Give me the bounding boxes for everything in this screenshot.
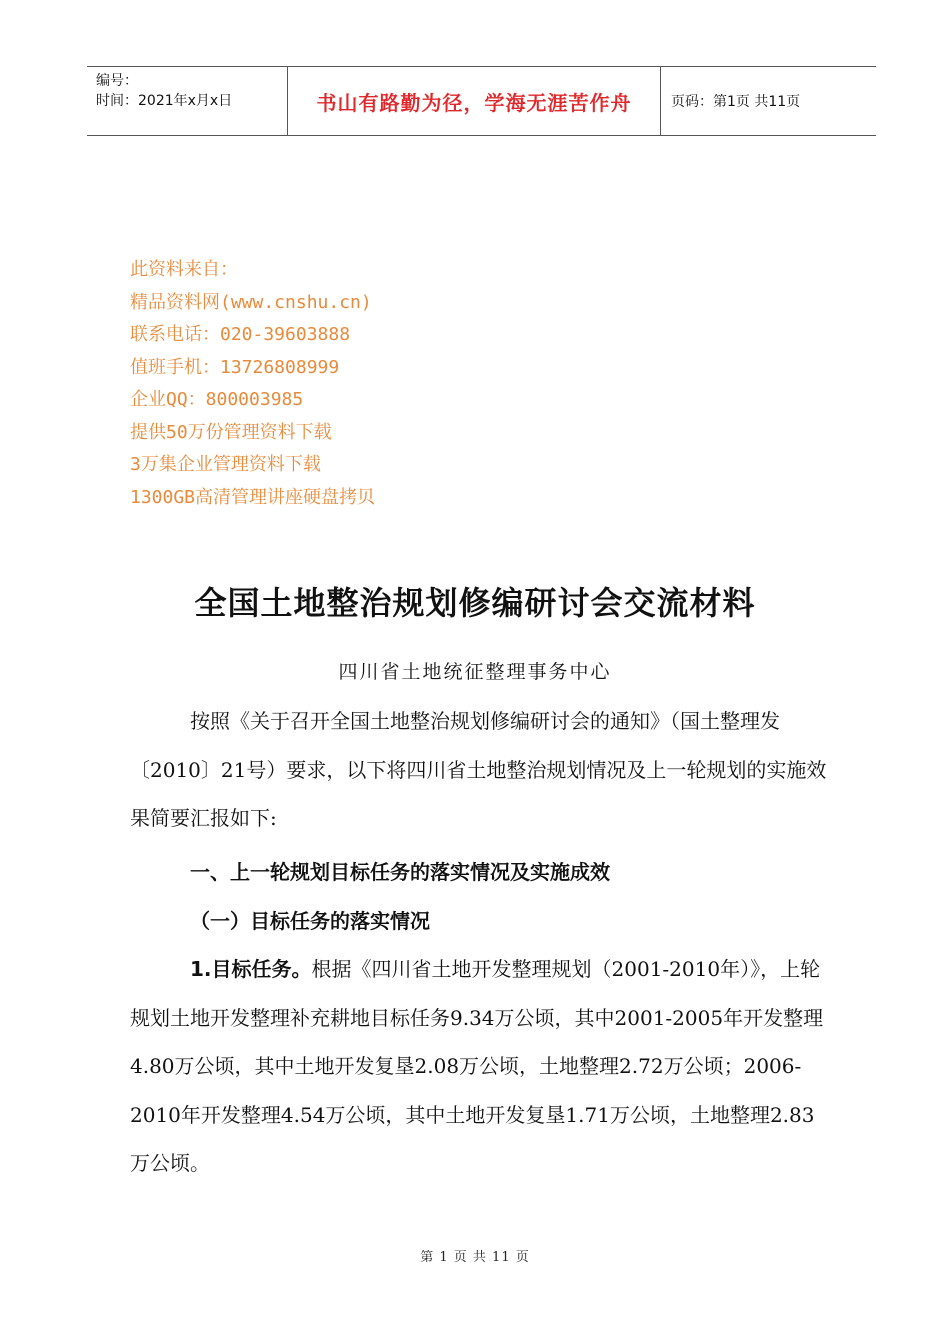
page-header: [87, 66, 876, 136]
item-text: 根据《四川省土地开发整理规划（2001-2010年）》，上轮规划土地开发整理补充耕地目标任务9.34万公顷，其中2001-2005年开发整理4.80万公顷，其中土地开发复垦2.08万公顷，土地整理2.72万公顷；2006-2010年开发整理4.54万公顷，其中土地开发复垦1.71万公顷，土地整理2.83万公顷。: [130, 957, 824, 1175]
source-line: 联系电话：020-39603888: [130, 324, 351, 345]
source-info-block: [130, 254, 375, 514]
section-heading: 一、上一轮规划目标任务的落实情况及实施成效: [190, 860, 610, 884]
subsection-heading: （一）目标任务的落实情况: [190, 909, 430, 933]
source-line: 1300GB高清管理讲座硬盘拷贝: [130, 486, 376, 508]
intro-paragraph: 按照《关于召开全国土地整治规划修编研讨会的通知》（国土整理发〔2010〕21号）要求，以下将四川省土地整治规划情况及上一轮规划的实施效果简要汇报如下:: [130, 709, 827, 830]
page-footer: 第 1 页 共 11 页: [420, 1250, 530, 1265]
document-title: 全国土地整治规划修编研讨会交流材料: [194, 584, 756, 622]
item-lead: 1.目标任务。: [190, 957, 312, 981]
time-label: 时间：2021年x月x日: [96, 93, 233, 109]
document-organization: 四川省土地统征整理事务中心: [338, 661, 612, 683]
source-line: 精品资料网(www.cnshu.cn): [130, 291, 372, 313]
header-motto: 书山有路勤为径，学海无涯苦作舟: [287, 67, 661, 135]
source-line: 此资料来自：: [130, 259, 238, 280]
source-line: 3万集企业管理资料下载: [130, 454, 321, 475]
source-line: 值班手机：13726808999: [130, 356, 340, 378]
source-line: 提供50万份管理资料下载: [130, 421, 332, 443]
header-meta: [87, 67, 287, 135]
number-label: 编号：: [96, 73, 138, 89]
source-line: 企业QQ：800003985: [130, 389, 304, 410]
header-page-info: 页码：第1页 共11页: [671, 94, 801, 110]
item-paragraph: [130, 945, 830, 1188]
